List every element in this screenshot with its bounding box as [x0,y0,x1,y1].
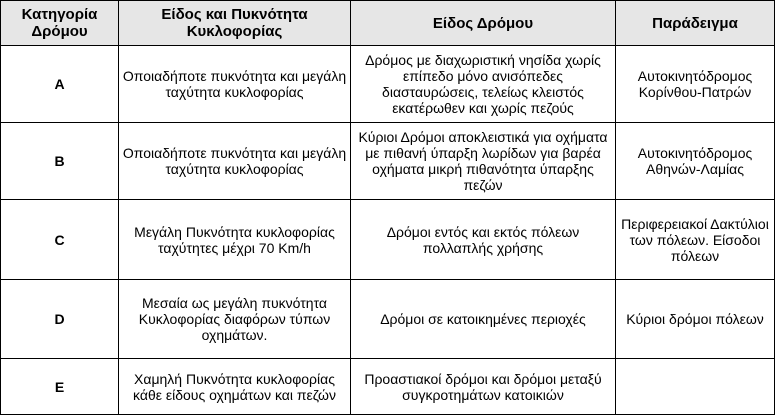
road-type-cell: Δρόμος με διαχωριστική νησίδα χωρίς επίπεδο μόνο ανισόπεδες διασταυρώσεις, τελείως κλειστός εκατέρωθεν και χωρίς πεζούς [351,46,616,123]
traffic-cell: Χαμηλή Πυκνότητα κυκλοφορίας κάθε είδους οχημάτων και πεζών [119,359,351,415]
example-cell [616,359,775,415]
road-type-cell: Κύριοι Δρόμοι αποκλειστικά για οχήματα με πιθανή ύπαρξη λωρίδων για βαρέα οχήματα μικρή πιθανότητα ύπαρξης πεζών [351,123,616,200]
category-cell: C [1,200,119,280]
traffic-cell: Οποιαδήποτε πυκνότητα και μεγάλη ταχύτητα κυκλοφορίας [119,123,351,200]
road-type-cell: Δρόμοι σε κατοικημένες περιοχές [351,280,616,359]
table-row [1,280,775,359]
table-row [1,200,775,280]
example-cell: Κύριοι δρόμοι πόλεων [616,280,775,359]
header-traffic: Είδος και Πυκνότητα Κυκλοφορίας [119,1,351,46]
category-cell: E [1,359,119,415]
table-row [1,123,775,200]
category-cell: D [1,280,119,359]
table-row [1,359,775,415]
example-cell: Αυτοκινητόδρομος Κορίνθου-Πατρών [616,46,775,123]
traffic-cell: Μεσαία ως μεγάλη πυκνότητα Κυκλοφορίας διαφόρων τύπων οχημάτων. [119,280,351,359]
road-type-cell: Δρόμοι εντός και εκτός πόλεων πολλαπλής χρήσης [351,200,616,280]
header-road-type: Είδος Δρόμου [351,1,616,46]
category-cell: A [1,46,119,123]
table-row [1,46,775,123]
table-header-row [1,1,775,46]
header-category: Κατηγορία Δρόμου [1,1,119,46]
traffic-cell: Οποιαδήποτε πυκνότητα και μεγάλη ταχύτητα κυκλοφορίας [119,46,351,123]
category-cell: B [1,123,119,200]
road-type-cell: Προαστιακοί δρόμοι και δρόμοι μεταξύ συγκροτημάτων κατοικιών [351,359,616,415]
traffic-cell: Μεγάλη Πυκνότητα κυκλοφορίας ταχύτητες μέχρι 70 Km/h [119,200,351,280]
example-cell: Περιφερειακοί Δακτύλιοι των πόλεων. Είσοδοι πόλεων [616,200,775,280]
header-example: Παράδειγμα [616,1,775,46]
example-cell: Αυτοκινητόδρομος Αθηνών-Λαμίας [616,123,775,200]
